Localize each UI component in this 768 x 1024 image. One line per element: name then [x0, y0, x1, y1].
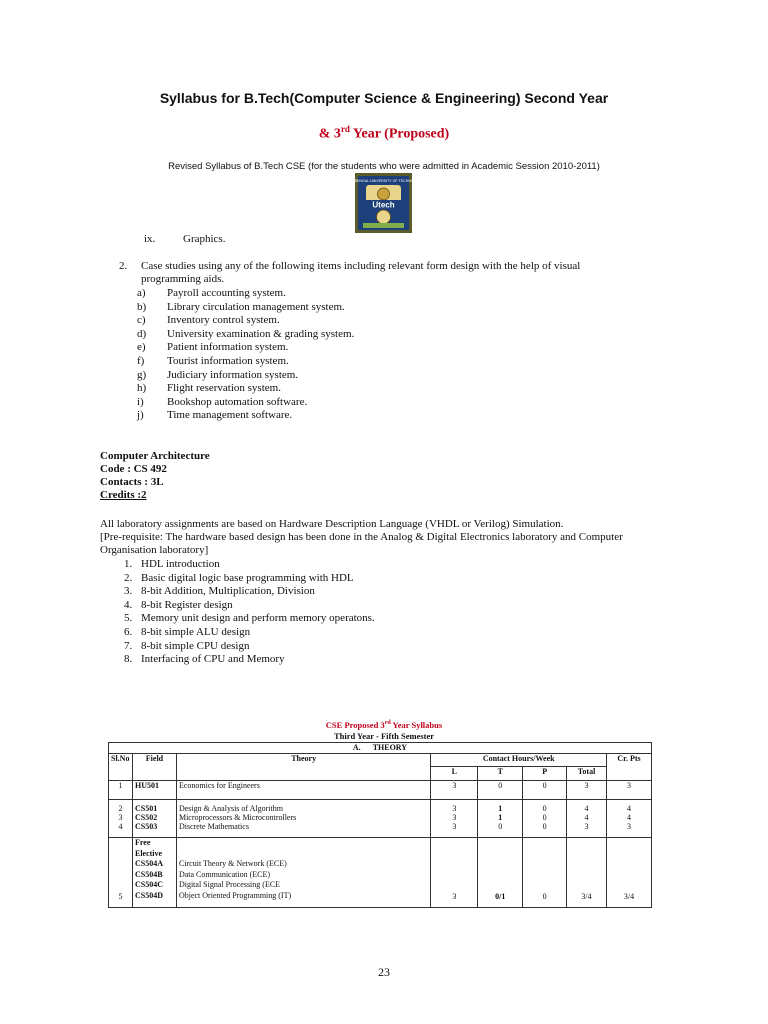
- case-study-num: 2.: [119, 260, 128, 272]
- course-contacts: Contacts : 3L: [100, 476, 164, 488]
- list-item: 2. Basic digital logic base programming with HDL: [124, 571, 354, 584]
- subtitle-prefix: & 3: [318, 126, 341, 142]
- course-topic-list: [124, 558, 375, 667]
- case-study-list: [137, 287, 354, 423]
- list-item: e) Patient information system.: [137, 341, 289, 354]
- course-prereq-line1: [Pre-requisite: The hardware based design has been done in the Analog & Digital Electronics laboratory and Computer: [100, 531, 623, 543]
- group-p: 0 0 0: [523, 800, 567, 838]
- course-name: Computer Architecture: [100, 450, 210, 462]
- group-l: 3 3 3: [431, 800, 478, 838]
- col-header-total: Total: [567, 767, 607, 781]
- header-row: [109, 754, 652, 767]
- list-item: 4. 8-bit Register design: [124, 598, 233, 611]
- col-header-p: P: [523, 767, 567, 781]
- group-sl: 2 3 4: [109, 800, 133, 838]
- list-item: 3. 8-bit Addition, Multiplication, Division: [124, 585, 315, 598]
- case-study-line1: Case studies using any of the following items including relevant form design with the help of visual: [141, 260, 581, 272]
- course-intro: All laboratory assignments are based on Hardware Description Language (VHDL or Verilog) Simulation.: [100, 518, 564, 530]
- revised-note: Revised Syllabus of B.Tech CSE (for the students who were admitted in Academic Session 2010-2011): [168, 161, 600, 172]
- col-header-theory: Theory: [176, 754, 430, 781]
- list-item: f) Tourist information system.: [137, 354, 289, 367]
- list-item: j) Time management software.: [137, 409, 293, 422]
- table-row-group: [109, 800, 652, 838]
- syllabus-table: [108, 742, 652, 908]
- list-item: d) University examination & grading system.: [137, 327, 355, 340]
- list-item: 1. HDL introduction: [124, 558, 220, 570]
- list-item: c) Inventory control system.: [137, 314, 280, 327]
- logo-name: Utech: [372, 200, 395, 210]
- col-header-t: T: [478, 767, 523, 781]
- table-title: CSE Proposed 3rd Year Syllabus: [325, 720, 443, 730]
- table-row: 1 HU501 Economics for Engineers 3 0 0 3 3: [109, 781, 652, 800]
- list-item: 5. Memory unit design and perform memory operatons.: [124, 612, 375, 625]
- col-header-credit: Cr. Pts: [607, 754, 652, 781]
- col-header-l: L: [431, 767, 478, 781]
- university-logo: [343, 173, 424, 233]
- col-header-contact: Contact Hours/Week: [431, 754, 607, 767]
- course-credits: Credits :2: [100, 489, 147, 501]
- group-code: CS501 CS502 CS503: [132, 800, 176, 838]
- section-row: [109, 743, 652, 754]
- col-header-field: Field: [132, 754, 176, 781]
- group-t: 1 1 0: [478, 800, 523, 838]
- graphics-label: Graphics.: [183, 233, 226, 245]
- page-subtitle: [0, 124, 768, 143]
- graphics-num: ix.: [144, 233, 156, 245]
- list-item: g) Judiciary information system.: [137, 368, 299, 381]
- subtitle-sup: rd: [340, 124, 350, 134]
- list-item: a) Payroll accounting system.: [137, 287, 286, 299]
- page-number: 23: [378, 965, 390, 979]
- table-row-elective: 5 Free Elective CS504A CS504B CS504C CS504D Circuit Theory & Network (ECE) Data Communication (ECE) Digital Signal Processing (ECE Object Oriented Programming (IT) 3 0/1 0 3/4 3/4: [109, 838, 652, 908]
- group-cr: 4 4 3: [607, 800, 652, 838]
- list-item: 6. 8-bit simple ALU design: [124, 625, 251, 638]
- list-item: 8. Interfacing of CPU and Memory: [124, 653, 285, 666]
- list-item: i) Bookshop automation software.: [137, 395, 308, 408]
- list-item: h) Flight reservation system.: [137, 382, 281, 395]
- list-item: 7. 8-bit simple CPU design: [124, 639, 250, 652]
- section-header: A. THEORY: [109, 743, 652, 754]
- course-code: Code : CS 492: [100, 463, 167, 475]
- logo-top-text: WEST BENGAL UNIVERSITY OF TECHNOLOGY: [343, 179, 424, 183]
- elective-codes: Free Elective CS504A CS504B CS504C CS504D: [132, 838, 176, 908]
- group-title: Design & Analysis of Algorithm Microprocessors & Microcontrollers Discrete Mathematics: [176, 800, 430, 838]
- case-study-line2: programming aids.: [141, 273, 225, 285]
- page-title: Syllabus for B.Tech(Computer Science & Engineering) Second Year: [159, 90, 609, 106]
- col-header-slno: Sl.No: [109, 754, 133, 781]
- group-total: 4 4 3: [567, 800, 607, 838]
- table-semester: Third Year - Fifth Semester: [333, 731, 435, 741]
- list-item: b) Library circulation management system.: [137, 300, 345, 313]
- course-prereq-line2: Organisation laboratory]: [100, 544, 209, 556]
- elective-titles: Circuit Theory & Network (ECE) Data Communication (ECE) Digital Signal Processing (ECE Object Oriented Programming (IT): [176, 838, 430, 908]
- subtitle-suffix: Year (Proposed): [349, 126, 450, 142]
